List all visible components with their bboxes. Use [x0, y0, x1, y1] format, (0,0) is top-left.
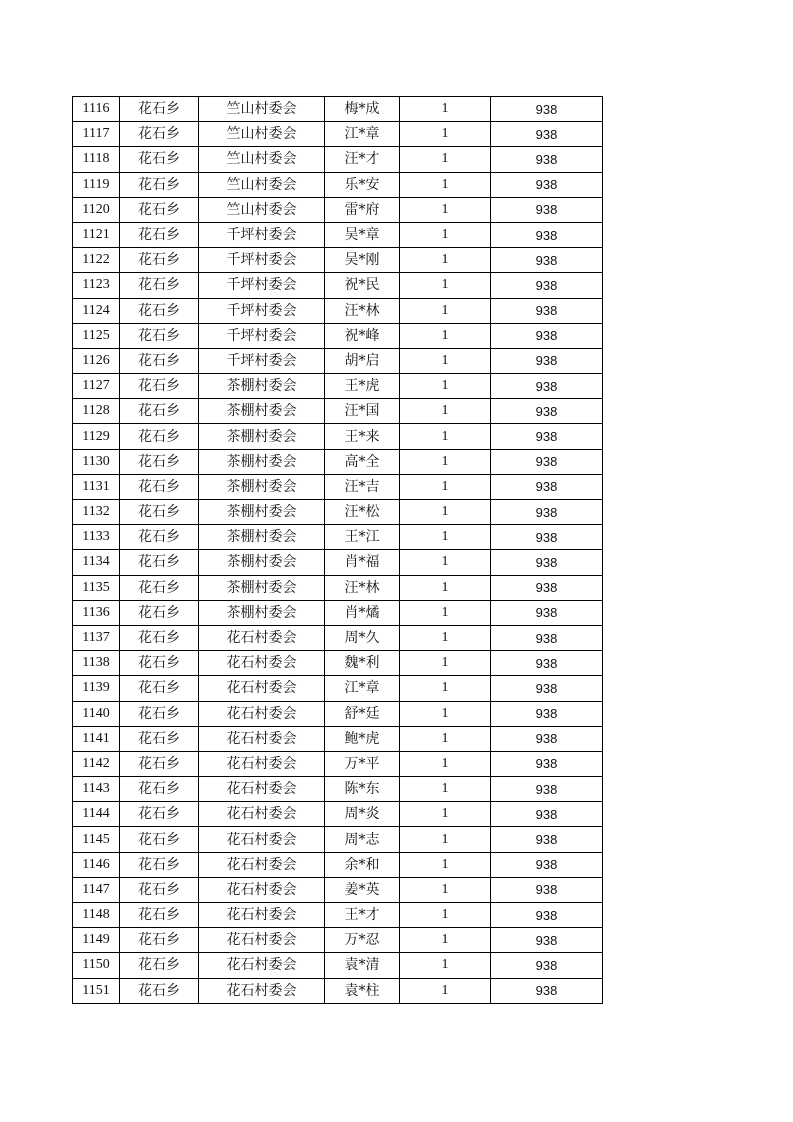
table-row — [73, 399, 603, 424]
table-row — [73, 449, 603, 474]
amount-cell: 938 — [491, 374, 603, 399]
row-number-cell: 1119 — [73, 172, 120, 197]
amount-cell: 938 — [491, 97, 603, 122]
row-number-cell: 1134 — [73, 550, 120, 575]
count-cell: 1 — [400, 978, 491, 1003]
name-cell: 鲍*虎 — [325, 726, 400, 751]
name-cell: 万*忍 — [325, 928, 400, 953]
name-cell: 祝*峰 — [325, 323, 400, 348]
count-cell: 1 — [400, 273, 491, 298]
township-cell: 花石乡 — [120, 978, 199, 1003]
name-cell: 汪*吉 — [325, 474, 400, 499]
amount-cell: 938 — [491, 877, 603, 902]
name-cell: 吴*刚 — [325, 248, 400, 273]
count-cell: 1 — [400, 474, 491, 499]
amount-cell: 938 — [491, 122, 603, 147]
count-cell: 1 — [400, 852, 491, 877]
village-committee-cell: 千坪村委会 — [199, 273, 325, 298]
amount-cell: 938 — [491, 928, 603, 953]
name-cell: 江*章 — [325, 122, 400, 147]
township-cell: 花石乡 — [120, 701, 199, 726]
table-row — [73, 374, 603, 399]
table-row — [73, 222, 603, 247]
village-committee-cell: 千坪村委会 — [199, 222, 325, 247]
count-cell: 1 — [400, 222, 491, 247]
row-number-cell: 1139 — [73, 676, 120, 701]
township-cell: 花石乡 — [120, 122, 199, 147]
amount-cell: 938 — [491, 827, 603, 852]
table-row — [73, 903, 603, 928]
table-row — [73, 777, 603, 802]
count-cell: 1 — [400, 701, 491, 726]
row-number-cell: 1126 — [73, 348, 120, 373]
township-cell: 花石乡 — [120, 298, 199, 323]
village-committee-cell: 茶棚村委会 — [199, 550, 325, 575]
table-row — [73, 323, 603, 348]
township-cell: 花石乡 — [120, 877, 199, 902]
name-cell: 雷*府 — [325, 197, 400, 222]
amount-cell: 938 — [491, 726, 603, 751]
amount-cell: 938 — [491, 953, 603, 978]
township-cell: 花石乡 — [120, 777, 199, 802]
name-cell: 周*久 — [325, 625, 400, 650]
village-committee-cell: 花石村委会 — [199, 978, 325, 1003]
table-row — [73, 97, 603, 122]
village-committee-cell: 花石村委会 — [199, 751, 325, 776]
count-cell: 1 — [400, 147, 491, 172]
village-committee-cell: 花石村委会 — [199, 903, 325, 928]
count-cell: 1 — [400, 550, 491, 575]
count-cell: 1 — [400, 600, 491, 625]
amount-cell: 938 — [491, 222, 603, 247]
amount-cell: 938 — [491, 802, 603, 827]
village-committee-cell: 花石村委会 — [199, 827, 325, 852]
count-cell: 1 — [400, 575, 491, 600]
table-row — [73, 827, 603, 852]
township-cell: 花石乡 — [120, 97, 199, 122]
table-body — [73, 97, 603, 1004]
count-cell: 1 — [400, 500, 491, 525]
amount-cell: 938 — [491, 197, 603, 222]
township-cell: 花石乡 — [120, 348, 199, 373]
amount-cell: 938 — [491, 500, 603, 525]
township-cell: 花石乡 — [120, 500, 199, 525]
name-cell: 魏*利 — [325, 651, 400, 676]
village-committee-cell: 花石村委会 — [199, 625, 325, 650]
count-cell: 1 — [400, 877, 491, 902]
row-number-cell: 1122 — [73, 248, 120, 273]
township-cell: 花石乡 — [120, 248, 199, 273]
amount-cell: 938 — [491, 903, 603, 928]
village-committee-cell: 花石村委会 — [199, 877, 325, 902]
name-cell: 祝*民 — [325, 273, 400, 298]
name-cell: 王*虎 — [325, 374, 400, 399]
amount-cell: 938 — [491, 474, 603, 499]
table-row — [73, 953, 603, 978]
name-cell: 汪*林 — [325, 298, 400, 323]
count-cell: 1 — [400, 424, 491, 449]
row-number-cell: 1146 — [73, 852, 120, 877]
table-row — [73, 424, 603, 449]
township-cell: 花石乡 — [120, 651, 199, 676]
table-row — [73, 625, 603, 650]
name-cell: 汪*国 — [325, 399, 400, 424]
village-committee-cell: 花石村委会 — [199, 701, 325, 726]
name-cell: 陈*东 — [325, 777, 400, 802]
name-cell: 高*全 — [325, 449, 400, 474]
name-cell: 乐*安 — [325, 172, 400, 197]
table-row — [73, 248, 603, 273]
village-committee-cell: 花石村委会 — [199, 852, 325, 877]
table-row — [73, 525, 603, 550]
row-number-cell: 1145 — [73, 827, 120, 852]
count-cell: 1 — [400, 172, 491, 197]
amount-cell: 938 — [491, 449, 603, 474]
count-cell: 1 — [400, 248, 491, 273]
row-number-cell: 1151 — [73, 978, 120, 1003]
name-cell: 肖*福 — [325, 550, 400, 575]
table-row — [73, 575, 603, 600]
village-committee-cell: 千坪村委会 — [199, 248, 325, 273]
township-cell: 花石乡 — [120, 399, 199, 424]
table-row — [73, 197, 603, 222]
village-committee-cell: 竺山村委会 — [199, 147, 325, 172]
table-row — [73, 676, 603, 701]
count-cell: 1 — [400, 651, 491, 676]
amount-cell: 938 — [491, 978, 603, 1003]
village-committee-cell: 千坪村委会 — [199, 348, 325, 373]
count-cell: 1 — [400, 827, 491, 852]
row-number-cell: 1127 — [73, 374, 120, 399]
amount-cell: 938 — [491, 600, 603, 625]
row-number-cell: 1121 — [73, 222, 120, 247]
amount-cell: 938 — [491, 550, 603, 575]
count-cell: 1 — [400, 777, 491, 802]
village-committee-cell: 花石村委会 — [199, 651, 325, 676]
village-committee-cell: 茶棚村委会 — [199, 374, 325, 399]
name-cell: 江*章 — [325, 676, 400, 701]
table-row — [73, 500, 603, 525]
township-cell: 花石乡 — [120, 474, 199, 499]
township-cell: 花石乡 — [120, 323, 199, 348]
count-cell: 1 — [400, 953, 491, 978]
row-number-cell: 1128 — [73, 399, 120, 424]
name-cell: 周*炎 — [325, 802, 400, 827]
count-cell: 1 — [400, 449, 491, 474]
village-committee-cell: 茶棚村委会 — [199, 500, 325, 525]
village-committee-cell: 花石村委会 — [199, 953, 325, 978]
row-number-cell: 1140 — [73, 701, 120, 726]
township-cell: 花石乡 — [120, 676, 199, 701]
name-cell: 周*志 — [325, 827, 400, 852]
name-cell: 王*江 — [325, 525, 400, 550]
name-cell: 汪*林 — [325, 575, 400, 600]
village-committee-cell: 茶棚村委会 — [199, 474, 325, 499]
township-cell: 花石乡 — [120, 802, 199, 827]
row-number-cell: 1118 — [73, 147, 120, 172]
village-committee-cell: 千坪村委会 — [199, 323, 325, 348]
row-number-cell: 1141 — [73, 726, 120, 751]
village-committee-cell: 茶棚村委会 — [199, 399, 325, 424]
row-number-cell: 1123 — [73, 273, 120, 298]
table-row — [73, 122, 603, 147]
row-number-cell: 1136 — [73, 600, 120, 625]
village-committee-cell: 竺山村委会 — [199, 97, 325, 122]
row-number-cell: 1131 — [73, 474, 120, 499]
table-row — [73, 978, 603, 1003]
count-cell: 1 — [400, 625, 491, 650]
amount-cell: 938 — [491, 399, 603, 424]
row-number-cell: 1137 — [73, 625, 120, 650]
township-cell: 花石乡 — [120, 953, 199, 978]
row-number-cell: 1150 — [73, 953, 120, 978]
table-row — [73, 802, 603, 827]
amount-cell: 938 — [491, 701, 603, 726]
amount-cell: 938 — [491, 852, 603, 877]
name-cell: 袁*柱 — [325, 978, 400, 1003]
amount-cell: 938 — [491, 323, 603, 348]
count-cell: 1 — [400, 525, 491, 550]
village-committee-cell: 花石村委会 — [199, 928, 325, 953]
township-cell: 花石乡 — [120, 273, 199, 298]
amount-cell: 938 — [491, 525, 603, 550]
count-cell: 1 — [400, 374, 491, 399]
count-cell: 1 — [400, 97, 491, 122]
name-cell: 姜*英 — [325, 877, 400, 902]
row-number-cell: 1133 — [73, 525, 120, 550]
row-number-cell: 1129 — [73, 424, 120, 449]
table-row — [73, 600, 603, 625]
amount-cell: 938 — [491, 575, 603, 600]
village-committee-cell: 竺山村委会 — [199, 122, 325, 147]
table-row — [73, 877, 603, 902]
township-cell: 花石乡 — [120, 449, 199, 474]
name-cell: 汪*松 — [325, 500, 400, 525]
table-row — [73, 701, 603, 726]
row-number-cell: 1117 — [73, 122, 120, 147]
township-cell: 花石乡 — [120, 575, 199, 600]
table-row — [73, 726, 603, 751]
row-number-cell: 1125 — [73, 323, 120, 348]
village-committee-cell: 花石村委会 — [199, 676, 325, 701]
name-cell: 汪*才 — [325, 147, 400, 172]
village-committee-cell: 花石村委会 — [199, 777, 325, 802]
name-cell: 舒*廷 — [325, 701, 400, 726]
township-cell: 花石乡 — [120, 374, 199, 399]
amount-cell: 938 — [491, 172, 603, 197]
name-cell: 吴*章 — [325, 222, 400, 247]
village-committee-cell: 茶棚村委会 — [199, 525, 325, 550]
township-cell: 花石乡 — [120, 928, 199, 953]
amount-cell: 938 — [491, 676, 603, 701]
table-row — [73, 550, 603, 575]
village-committee-cell: 茶棚村委会 — [199, 424, 325, 449]
amount-cell: 938 — [491, 777, 603, 802]
village-committee-cell: 竺山村委会 — [199, 172, 325, 197]
row-number-cell: 1116 — [73, 97, 120, 122]
township-cell: 花石乡 — [120, 525, 199, 550]
township-cell: 花石乡 — [120, 600, 199, 625]
table-row — [73, 273, 603, 298]
name-cell: 万*平 — [325, 751, 400, 776]
count-cell: 1 — [400, 122, 491, 147]
table-row — [73, 651, 603, 676]
row-number-cell: 1148 — [73, 903, 120, 928]
township-cell: 花石乡 — [120, 550, 199, 575]
village-committee-cell: 竺山村委会 — [199, 197, 325, 222]
table-row — [73, 172, 603, 197]
count-cell: 1 — [400, 802, 491, 827]
row-number-cell: 1149 — [73, 928, 120, 953]
count-cell: 1 — [400, 298, 491, 323]
amount-cell: 938 — [491, 273, 603, 298]
township-cell: 花石乡 — [120, 147, 199, 172]
township-cell: 花石乡 — [120, 197, 199, 222]
count-cell: 1 — [400, 928, 491, 953]
amount-cell: 938 — [491, 424, 603, 449]
township-cell: 花石乡 — [120, 852, 199, 877]
name-cell: 肖*燏 — [325, 600, 400, 625]
amount-cell: 938 — [491, 248, 603, 273]
row-number-cell: 1143 — [73, 777, 120, 802]
village-committee-cell: 千坪村委会 — [199, 298, 325, 323]
amount-cell: 938 — [491, 348, 603, 373]
row-number-cell: 1138 — [73, 651, 120, 676]
row-number-cell: 1130 — [73, 449, 120, 474]
row-number-cell: 1135 — [73, 575, 120, 600]
count-cell: 1 — [400, 751, 491, 776]
count-cell: 1 — [400, 197, 491, 222]
village-committee-cell: 茶棚村委会 — [199, 575, 325, 600]
count-cell: 1 — [400, 348, 491, 373]
count-cell: 1 — [400, 903, 491, 928]
table-row — [73, 348, 603, 373]
table-row — [73, 474, 603, 499]
village-committee-cell: 花石村委会 — [199, 802, 325, 827]
name-cell: 胡*启 — [325, 348, 400, 373]
amount-cell: 938 — [491, 751, 603, 776]
amount-cell: 938 — [491, 651, 603, 676]
row-number-cell: 1124 — [73, 298, 120, 323]
township-cell: 花石乡 — [120, 827, 199, 852]
count-cell: 1 — [400, 323, 491, 348]
row-number-cell: 1120 — [73, 197, 120, 222]
village-committee-cell: 茶棚村委会 — [199, 449, 325, 474]
name-cell: 余*和 — [325, 852, 400, 877]
name-cell: 梅*成 — [325, 97, 400, 122]
row-number-cell: 1132 — [73, 500, 120, 525]
table-row — [73, 147, 603, 172]
row-number-cell: 1142 — [73, 751, 120, 776]
township-cell: 花石乡 — [120, 222, 199, 247]
table-row — [73, 751, 603, 776]
beneficiary-table — [72, 96, 603, 1004]
village-committee-cell: 茶棚村委会 — [199, 600, 325, 625]
row-number-cell: 1147 — [73, 877, 120, 902]
village-committee-cell: 花石村委会 — [199, 726, 325, 751]
count-cell: 1 — [400, 399, 491, 424]
township-cell: 花石乡 — [120, 903, 199, 928]
township-cell: 花石乡 — [120, 424, 199, 449]
amount-cell: 938 — [491, 625, 603, 650]
table-row — [73, 928, 603, 953]
name-cell: 王*才 — [325, 903, 400, 928]
amount-cell: 938 — [491, 147, 603, 172]
name-cell: 袁*清 — [325, 953, 400, 978]
row-number-cell: 1144 — [73, 802, 120, 827]
count-cell: 1 — [400, 726, 491, 751]
township-cell: 花石乡 — [120, 172, 199, 197]
count-cell: 1 — [400, 676, 491, 701]
table-row — [73, 298, 603, 323]
table-row — [73, 852, 603, 877]
amount-cell: 938 — [491, 298, 603, 323]
township-cell: 花石乡 — [120, 751, 199, 776]
township-cell: 花石乡 — [120, 726, 199, 751]
township-cell: 花石乡 — [120, 625, 199, 650]
name-cell: 王*来 — [325, 424, 400, 449]
